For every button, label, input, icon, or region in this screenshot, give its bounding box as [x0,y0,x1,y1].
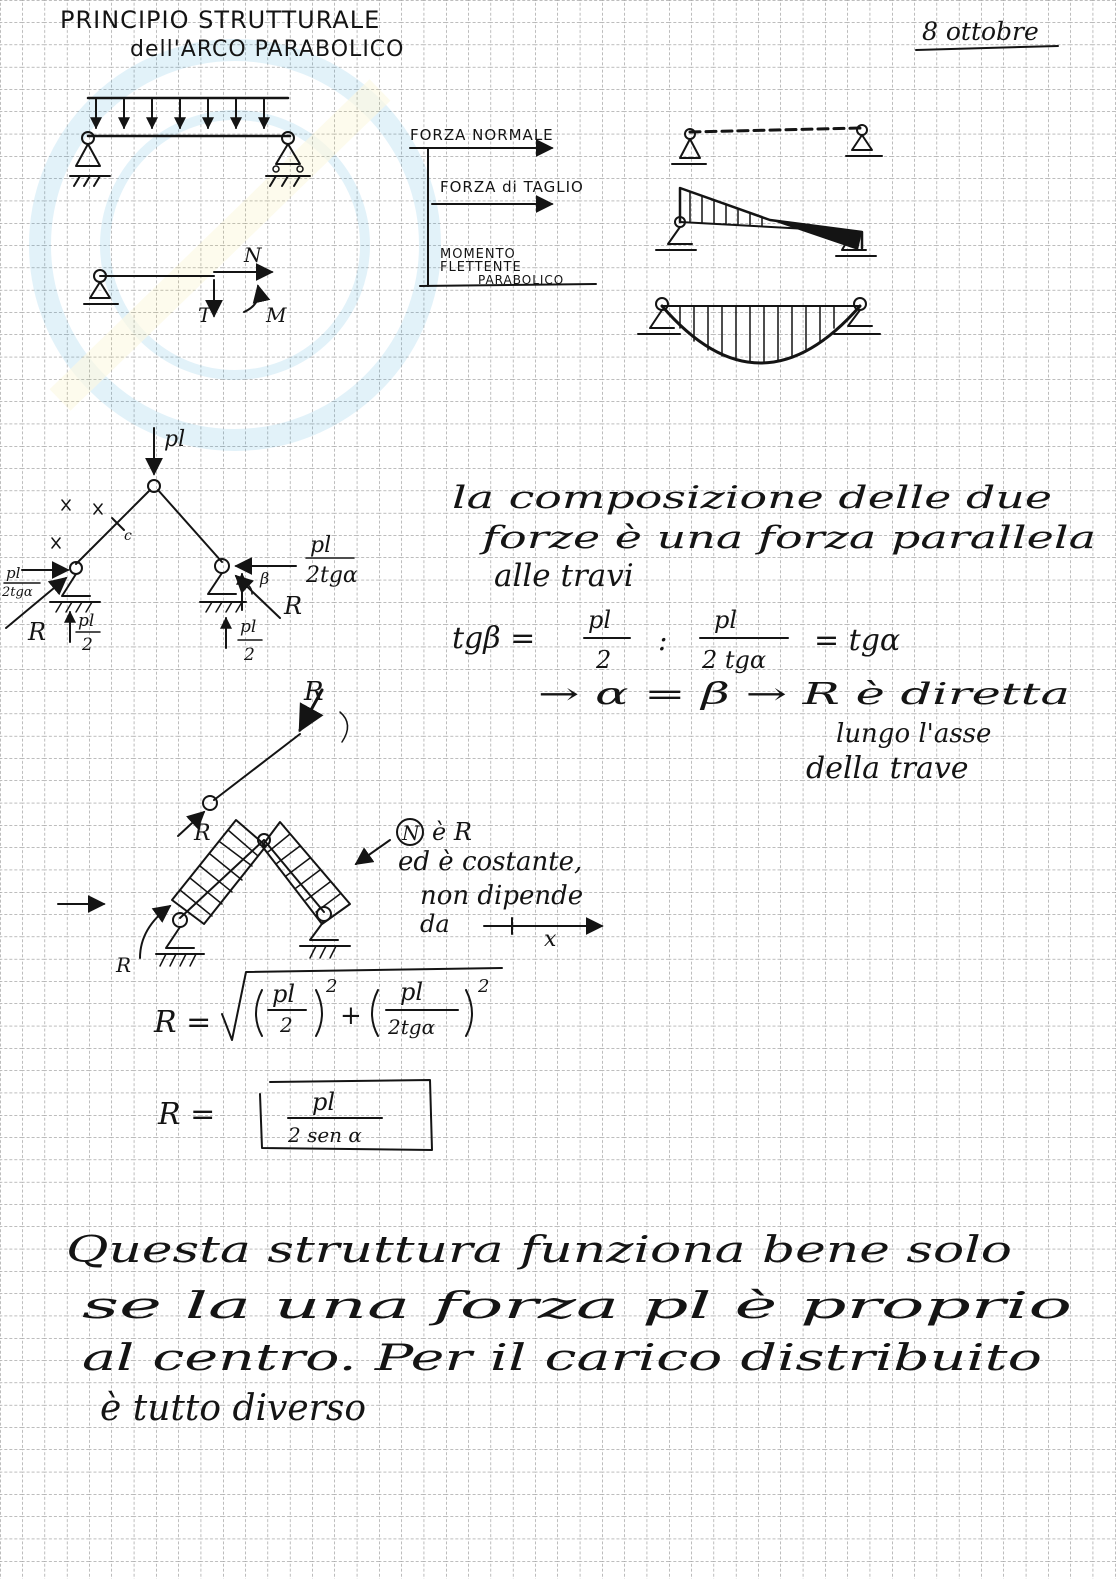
note-line-3: alle travi [494,558,634,594]
footer-line-1: Questa struttura funziona bene solo [66,1230,1012,1271]
page-subtitle: dell'ARCO PARABOLICO [130,37,405,62]
tan-lhs: tgβ = [452,621,536,656]
r1-plus: + [340,1001,362,1031]
label-t: T [198,303,212,327]
label-n: N [244,243,262,267]
label-hl-num: pl [6,564,21,582]
conclusion-line-2: lungo l'asse [836,719,992,749]
footer-line-4: è tutto diverso [100,1388,367,1429]
label-r-right: R [284,592,303,620]
tan-f2-den: 2 tgα [702,646,767,674]
label-pl-top: pl [164,427,186,452]
n-x-label: x [544,927,557,952]
label-beta: β [260,569,270,588]
n-text-1: è R [432,818,472,846]
label-r-top: R [304,677,324,707]
label-vr-den: 2 [244,645,255,665]
label-m: M [266,303,287,327]
label-vl-num: pl [78,611,95,631]
note-line-2: forze è una forza parallela [479,520,1097,556]
footer-line-2: se la una forza pl è proprio [82,1286,1072,1327]
tan-f1-den: 2 [596,646,612,674]
legend-moment-3: PARABOLICO [478,273,565,287]
label-vr-num: pl [240,617,257,637]
page-title: PRINCIPIO STRUTTURALE [60,6,381,34]
r2-num: pl [312,1088,336,1116]
r1-den2: 2tgα [388,1015,436,1039]
page-date: 8 ottobre [922,17,1039,46]
r1-lhs: R = [154,1005,212,1040]
tan-rhs: = tgα [814,623,901,658]
label-r-bottom: R [116,953,132,977]
tan-f2-num: pl [714,606,738,634]
label-hr-num: pl [310,533,332,558]
n-text-3: non dipende [420,881,584,911]
r2-lhs: R = [158,1097,216,1132]
label-hl-den: 2tgα [2,585,33,600]
label-r-mid: R [194,821,211,846]
label-vl-den: 2 [82,635,93,655]
note-line-1: la composizione delle due [452,480,1052,516]
footer-line-3: al centro. Per il carico distribuito [82,1338,1042,1379]
tan-f1-num: pl [588,606,612,634]
label-hr-den: 2tgα [306,563,358,588]
conclusion-line-3: della trave [806,751,969,786]
r1-exp2: 2 [478,976,490,997]
r2-den: 2 sen α [288,1123,362,1147]
label-c: c [124,528,132,544]
conclusion-line: → α = β → R è diretta [538,677,1070,712]
n-circle-label: N [402,821,420,845]
n-text-4: da [420,910,450,938]
tan-div: : [658,624,668,657]
r1-num2: pl [400,978,424,1006]
r1-den1: 2 [280,1013,293,1037]
label-r-left: R [28,618,47,646]
legend-moment-2: FLETTENTE [440,260,522,275]
legend-moment-1: MOMENTO [440,247,516,262]
legend-normal-force: FORZA NORMALE [410,126,554,144]
n-text-2: ed è costante, [398,847,583,877]
r1-num1: pl [272,980,296,1008]
r1-exp1: 2 [326,976,338,997]
legend-shear-force: FORZA di TAGLIO [440,178,584,196]
